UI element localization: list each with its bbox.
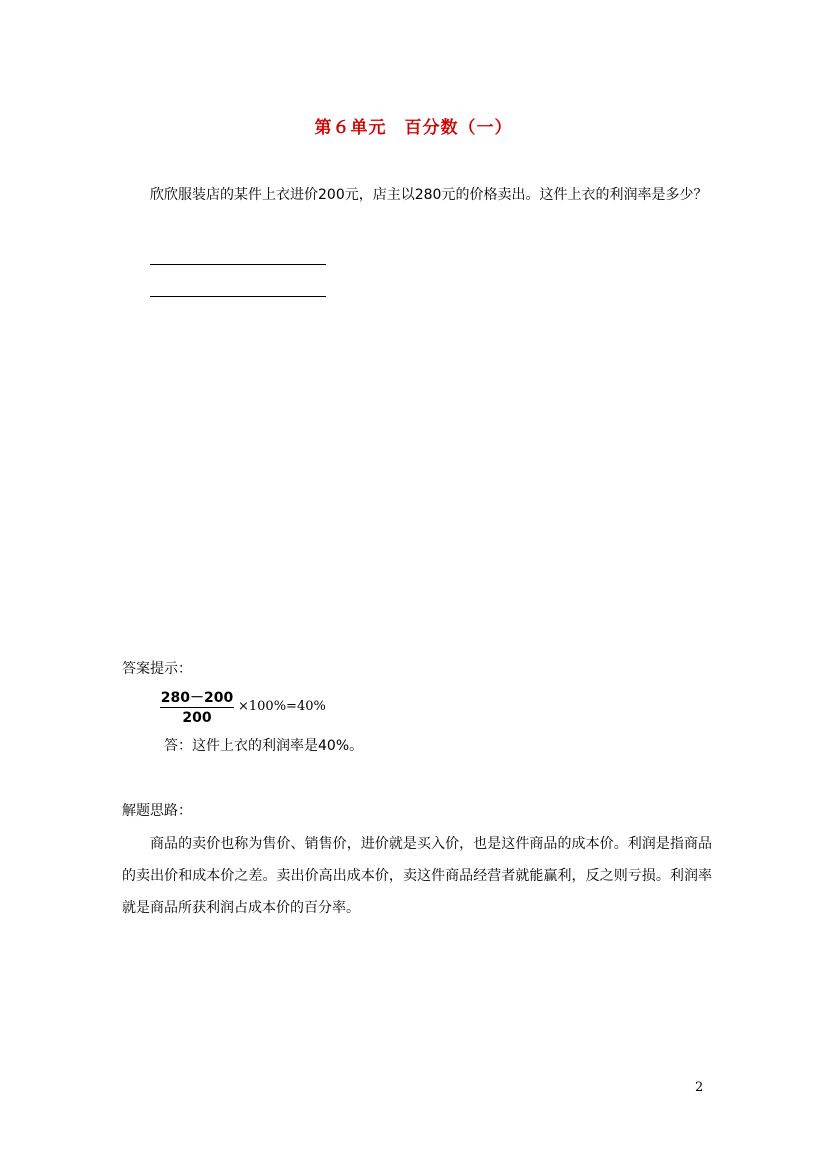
fraction-bar: [160, 707, 234, 708]
problem-text: 欣欣服装店的某件上衣进价200元，店主以280元的价格卖出。这件上衣的利润率是多少？: [150, 187, 708, 203]
fraction-numerator: 280－200: [160, 690, 234, 706]
solution-explanation: 商品的卖价也称为售价、销售价，进价就是买入价，也是这件商品的成本价。利润是指商品的卖出价和成本价之差。卖出价高出成本价，卖这件商品经营者就能赢利，反之则亏损。利润率就是商品所获利润占成本价的百分率。: [122, 836, 712, 916]
formula-result: ×100%=40%: [238, 699, 326, 714]
answer-hint-label: 答案提示：: [122, 661, 192, 677]
answer-text: 答：这件上衣的利润率是40%。: [164, 738, 364, 754]
solution-thinking-label: 解题思路：: [122, 803, 192, 819]
page-number: 2: [695, 1080, 704, 1095]
fraction-denominator: 200: [182, 710, 212, 726]
answer-blank-line-2: [150, 296, 326, 297]
answer-blank-line-1: [150, 264, 326, 265]
page-title: 第６单元 百分数（一）: [314, 118, 513, 138]
